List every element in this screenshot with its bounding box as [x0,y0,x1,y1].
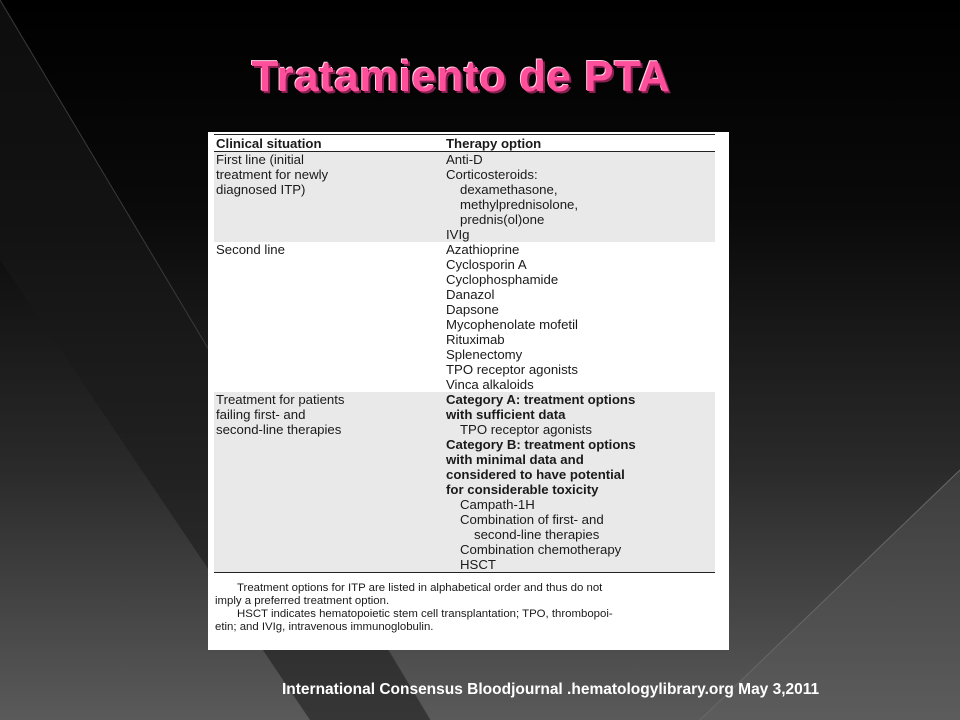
table-row-first-line [214,152,715,243]
therapy-subitem: Combination of first- and [460,512,604,527]
table-header-row [214,135,715,152]
footnote-line: etin; and IVIg, intravenous immunoglobulin. [215,621,434,633]
therapy-item: IVIg [446,227,470,242]
category-heading: with sufficient data [446,407,566,422]
category-heading: with minimal data and [446,452,584,467]
table-row-refractory [214,392,715,573]
situation-cell [214,152,444,243]
therapy-item: Azathioprine [446,242,520,257]
source-citation: International Consensus Bloodjournal .hematologylibrary.org May 3,2011 [282,681,820,698]
therapy-item: TPO receptor agonists [446,362,578,377]
table-row-second-line [214,242,715,392]
therapy-cell [444,152,715,243]
therapy-item: Corticosteroids: [446,167,538,182]
header-therapy-option: Therapy option [444,135,715,152]
situation-line: Treatment for patients [216,392,345,407]
situation-line: treatment for newly [216,167,329,182]
therapy-subitem: HSCT [460,557,496,572]
table-footnotes [214,582,715,634]
category-heading: considered to have potential [446,467,625,482]
situation-line: Second line [216,242,285,257]
situation-line: First line (initial [216,152,304,167]
therapy-subitem: TPO receptor agonists [460,422,592,437]
therapy-item: Danazol [446,287,495,302]
footnote-line: HSCT indicates hematopoietic stem cell transplantation; TPO, thrombopoi- [237,608,613,620]
situation-cell [214,392,444,573]
itp-treatment-table [214,134,715,573]
slide-title [0,52,960,102]
header-clinical-situation: Clinical situation [214,135,444,152]
therapy-subitem: methylprednisolone, [460,197,579,212]
therapy-item: Cyclophosphamide [446,272,559,287]
therapy-item: Anti-D [446,152,483,167]
therapy-subitem: Combination chemotherapy [460,542,622,557]
category-heading: Category A: treatment options [446,392,636,407]
situation-line: diagnosed ITP) [216,182,306,197]
therapy-cell [444,242,715,392]
therapy-item: Dapsone [446,302,499,317]
therapy-item: Cyclosporin A [446,257,527,272]
therapy-subitem: dexamethasone, [460,182,558,197]
category-heading: Category B: treatment options [446,437,636,452]
therapy-item: Rituximab [446,332,505,347]
footnote-line: Treatment options for ITP are listed in alphabetical order and thus do not [237,582,603,594]
footnote-line: imply a preferred treatment option. [215,595,390,607]
therapy-subitem: prednis(ol)one [460,212,545,227]
situation-line: failing first- and [216,407,306,422]
situation-line: second-line therapies [216,422,342,437]
category-heading: for considerable toxicity [446,482,599,497]
situation-cell [214,242,444,392]
therapy-cell [444,392,715,573]
slide-title-text: Tratamiento de PTA [251,52,671,101]
therapy-subitem: second-line therapies [474,527,600,542]
therapy-subitem: Campath-1H [460,497,535,512]
therapy-item: Vinca alkaloids [446,377,534,392]
therapy-item: Splenectomy [446,347,523,362]
therapy-item: Mycophenolate mofetil [446,317,578,332]
table-document [208,132,729,650]
